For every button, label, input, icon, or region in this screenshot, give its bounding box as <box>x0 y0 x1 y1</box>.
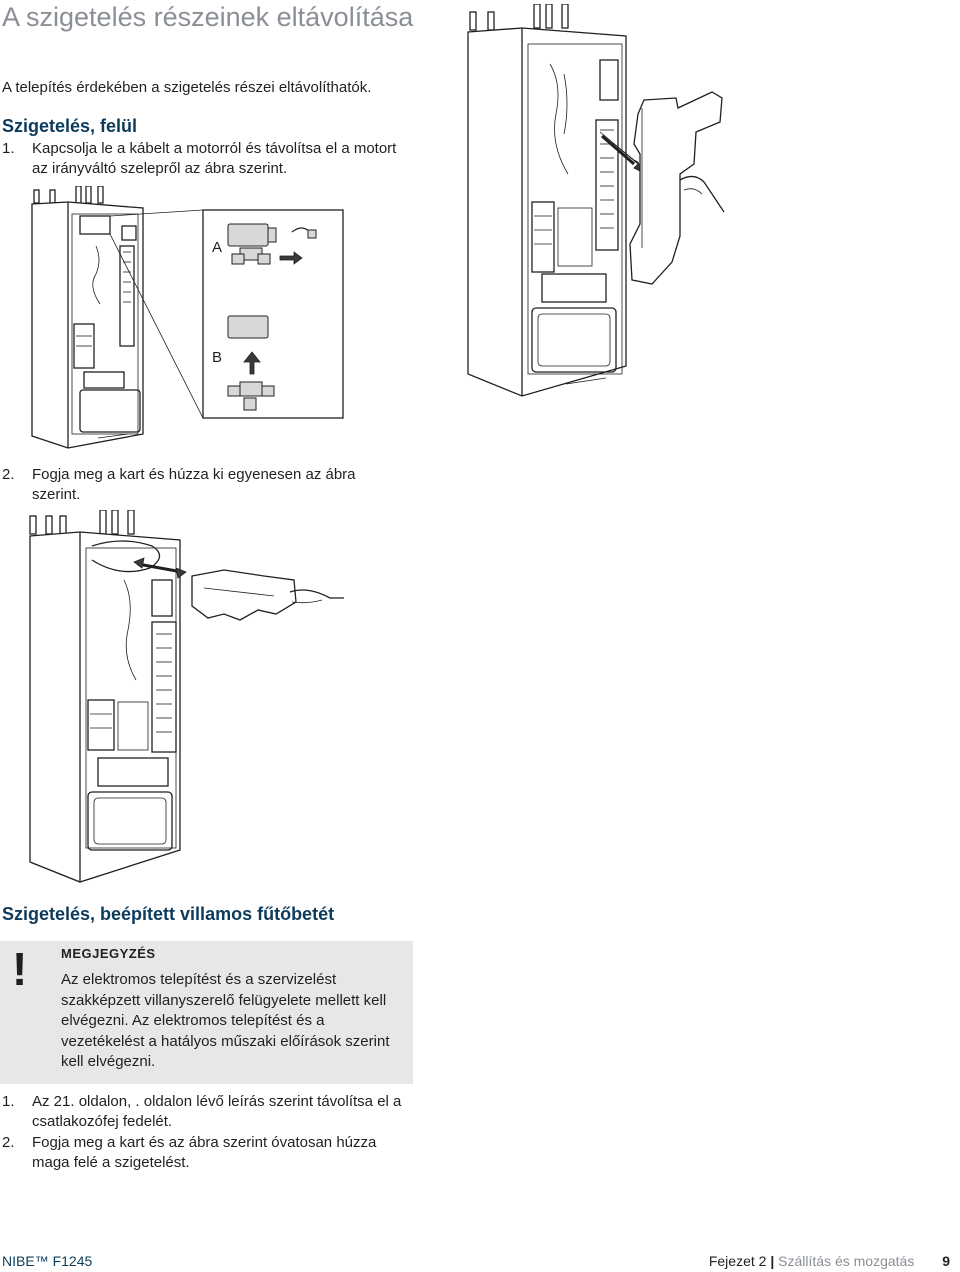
page-heading: A szigetelés részeinek eltávolítása <box>2 2 414 32</box>
step-text: Az 21. oldalon, . oldalon lévő leírás szerint távolítsa el a csatlakozófej fedelét. <box>32 1093 402 1130</box>
top-insulation-piece <box>192 570 296 620</box>
footer-chapter-number: Fejezet 2 <box>708 1253 767 1269</box>
top-pipes-icon <box>34 186 103 203</box>
valve-motor-b-icon <box>228 316 274 410</box>
note-text: Az elektromos telepítést és a szervizelést szakképzett villanyszerelő felügyelete mellett kell elvégezni. Az elektromos telepítést és a vezetékelést a hatályos műszaki előírások szerint kell elvégezni. <box>61 971 390 1070</box>
page-number: 9 <box>942 1253 950 1269</box>
top-pipes-icon <box>470 4 568 30</box>
footer-chapter <box>709 1253 950 1269</box>
section-title-heater-insulation: Szigetelés, beépített villamos fűtőbetét <box>2 904 335 924</box>
cabinet-outline <box>468 28 626 396</box>
arrow-up-icon <box>244 352 260 374</box>
section-title-top-insulation: Szigetelés, felül <box>2 116 138 136</box>
figure-valve-motor-removal <box>28 186 348 450</box>
hand-icon <box>680 176 724 212</box>
valve-motor-a-icon <box>228 224 316 264</box>
step-2-top <box>2 465 412 507</box>
arrow-right-icon <box>280 252 302 264</box>
step-number: 2. <box>2 1134 15 1151</box>
warning-icon: ! <box>12 943 28 995</box>
label-a: A <box>212 239 223 256</box>
figure-top-insulation-removal <box>28 510 348 884</box>
step-1-heater <box>2 1092 418 1134</box>
cabinet-outline <box>32 202 143 448</box>
label-b: B <box>212 349 223 366</box>
footer-product: NIBE™ F1245 <box>2 1253 93 1269</box>
cabinet-outline <box>30 532 180 882</box>
step-2-heater <box>2 1133 418 1175</box>
step-text: Fogja meg a kart és az ábra szerint óvatosan húzza maga felé a szigetelést. <box>32 1134 377 1171</box>
top-pipes-icon <box>30 510 134 534</box>
step-text: Fogja meg a kart és húzza ki egyenesen az ábra szerint. <box>32 466 356 503</box>
intro-text: A telepítés érdekében a szigetelés részei eltávolíthatók. <box>2 79 372 96</box>
step-number: 1. <box>2 1093 15 1110</box>
step-1-top <box>2 139 412 181</box>
footer-separator: | <box>770 1253 775 1269</box>
note-title: MEGJEGYZÉS <box>61 946 156 961</box>
footer-chapter-title: Szállítás és mozgatás <box>778 1253 915 1269</box>
step-text: Kapcsolja le a kábelt a motorról és távolítsa el a motort az irányváltó szelepről az ábra szerint. <box>32 140 397 177</box>
figure-heater-insulation <box>466 4 728 400</box>
step-number: 1. <box>2 140 15 157</box>
hand-icon <box>290 590 344 598</box>
step-number: 2. <box>2 466 15 483</box>
